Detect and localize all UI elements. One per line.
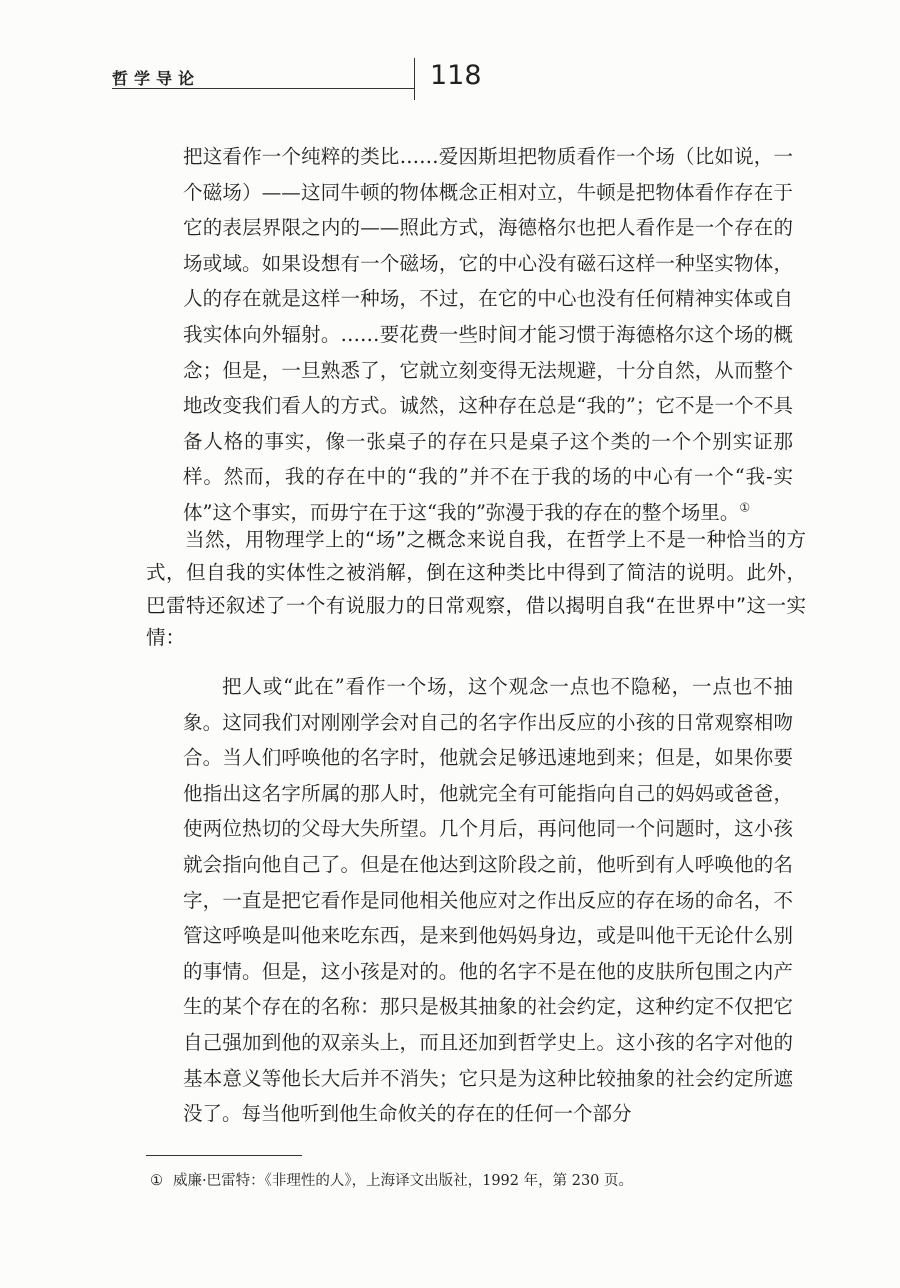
header-rule — [112, 88, 414, 89]
footnote-number: ① — [150, 1173, 163, 1189]
body-paragraph: 当然，用物理学上的“场”之概念来说自我，在哲学上不是一种恰当的方式，但自我的实体性之被消解，倒在这种类比中得到了简洁的说明。此外，巴雷特还叙述了一个有说服力的日常观察，借以揭明自我“在世界中”这一实情： — [146, 528, 806, 650]
footnote — [150, 1170, 790, 1192]
block-quote-1 — [183, 139, 793, 531]
footnote-rule — [146, 1155, 302, 1156]
page-number: 118 — [430, 60, 482, 91]
footnote-text: 威廉·巴雷特：《非理性的人》，上海译文出版社，1992 年，第 230 页。 — [173, 1173, 634, 1189]
book-title: 哲学导论 — [112, 69, 201, 88]
footnote-reference-mark[interactable]: ① — [739, 500, 751, 515]
block-quote-2: 把人或“此在”看作一个场，这个观念一点也不隐秘，一点也不抽象。这同我们对刚刚学会对自己的名字作出反应的小孩的日常观察相吻合。当人们呼唤他的名字时，他就会足够迅速地到来；但是，如果你要他指出这名字所属的那人时，他就完全有可能指向自己的妈妈或爸爸，使两位热切的父母大失所望。几个月后，再问他同一个问题时，这小孩就会指向他自己了。但是在他达到这阶段之前，他听到有人呼唤他的名字，一直是把它看作是同他相关他应对之作出反应的存在场的命名，不管这呼唤是叫他来吃东西，是来到他妈妈身边，或是叫他干无论什么别的事情。但是，这小孩是对的。他的名字不是在他的皮肤所包围之内产生的某个存在的名称：那只是极其抽象的社会约定，这种约定不仅把它自己强加到他的双亲头上，而且还加到哲学史上。这小孩的名字对他的基本意义等他长大后并不消失；它只是为这种比较抽象的社会约定所遮没了。每当他听到他生命攸关的存在的任何一个部分 — [183, 675, 793, 1126]
header-divider — [414, 58, 415, 100]
running-head — [112, 58, 852, 110]
block-quote-1-text: 把这看作一个纯粹的类比……爱因斯坦把物质看作一个场（比如说，一个磁场）——这同牛顿的物体概念正相对立，牛顿是把物体看作存在于它的表层界限之内的——照此方式，海德格尔也把人看作是一个存在的场或域。如果设想有一个磁场，它的中心没有磁石这样一种坚实物体，人的存在就是这样一种场，不过，在它的中心也没有任何精神实体或自我实体向外辐射。……要花费一些时间才能习惯于海德格尔这个场的概念；但是，一旦熟悉了，它就立刻变得无法规避，十分自然，从而整个地改变我们看人的方式。诚然，这种存在总是“我的”；它不是一个不具备人格的事实，像一张桌子的存在只是桌子这个类的一个个别实证那样。然而，我的存在中的“我的”并不在于我的场的中心有一个“我-实体”这个事实，而毋宁在于这“我的”弥漫于我的存在的整个场里。 — [183, 145, 793, 524]
